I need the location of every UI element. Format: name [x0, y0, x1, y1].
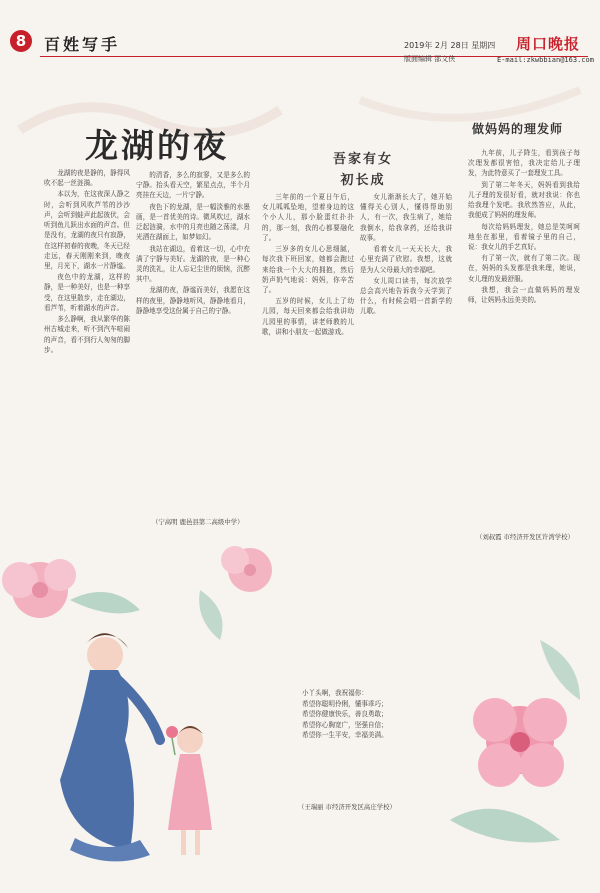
paragraph: 看着女儿一天天长大，我心里充满了欣慰。我想，这就是为人父母最大的幸福吧。 [360, 245, 452, 274]
contact-email: E-mail:zkwbbian@163.com [497, 56, 594, 64]
paragraph: 龙湖的夜是静的，静得风吹不起一丝涟漪。 [44, 169, 130, 188]
paragraph: 有了第一次，就有了第二次。现在，妈妈的头发都是我来理，她说，女儿理的发最舒服。 [468, 254, 580, 283]
poem-line: 小丫头啊，我祝福你： [302, 689, 368, 697]
editors-line: 版面编辑 邵文侠 [404, 55, 456, 63]
paragraph: 女儿周口读书，每次放学总会高兴地告诉我今天学到了什么，有时候会唱一首新学的儿歌。 [360, 276, 452, 316]
paragraph: 本以为，在这夜深人静之时，会听到风吹芦苇的沙沙声，会听到蛙声此起彼伏，会听到鱼儿跃出水面的声音。但是没有，龙湖的夜只有寂静，在这样初春的夜晚，冬天已经走远，春天刚刚来到，晚夜里，月光下，湖水一片静谧。 [44, 190, 130, 270]
poem-line: 希望你聪明伶俐，懂事乖巧； [302, 699, 388, 708]
paragraph: 三年前的一个夏日午后，女儿呱呱坠地，望着身边的这个小人儿，那小脸蛋红扑扑的，那一刻，我的心都要融化了。 [262, 193, 354, 242]
paragraph: 夜色中的龙湖，这样的静，是一种美好，也是一种享受，在这里散步，走在湖边，看芦苇，听着湖水的声音。 [44, 273, 130, 312]
article3-title: 做妈妈的理发师 [472, 122, 564, 136]
paragraph: 每次给妈妈理发，她总是笑呵呵地坐在那里，看着镜子里的自己，说：我女儿的手艺真好。 [468, 222, 580, 251]
page-number-badge: 8 [10, 30, 32, 52]
paragraph: 女儿渐渐长大了，她开始懂得关心别人，懂得帮助别人，有一次，我生病了，她给我倒水，给我拿药，还给我讲故事。 [360, 193, 452, 242]
paragraph: 三岁多的女儿心思细腻，每次我下班回家，她都会跑过来给我一个大大的拥抱，然后奶声奶气地说：妈妈，你辛苦了。 [262, 245, 354, 294]
paragraph: 的清香，多么的寂寥，又是多么的宁静。抬头看天空，繁星点点，半个月亮挂在天边，一片宁静。 [136, 171, 250, 200]
flower-icon [2, 559, 76, 618]
poem-line: 希望你一生平安，幸福美满。 [302, 731, 388, 740]
poem-line: 希望你健康快乐，善良勇敢； [302, 710, 388, 719]
paragraph: 五岁的时候，女儿上了幼儿园，每天回来都会给我讲幼儿园里的事情，讲老师教的儿歌，讲和小朋友一起做游戏。 [262, 297, 354, 336]
paragraph: 我站在湖边，看着这一切，心中充满了宁静与美好。龙湖的夜，是一种心灵的洗礼，让人忘记尘世的烦恼，沉醉其中。 [136, 244, 250, 284]
article-title-longhu-night: 龙湖的夜 [85, 126, 229, 165]
article2-title [304, 150, 422, 192]
article2-title-line2: 初长成 [340, 172, 386, 188]
article2-column-2 [360, 192, 452, 732]
paragraph: 九年前，儿子降生，看到孩子每次理发都很害怕，我决定给儿子理发，为此特意买了一套理发工具。 [468, 149, 580, 178]
issue-date: 2019年 2月 28日 星期四 [404, 41, 496, 50]
article3-byline: （刘叔霞 市经济开发区许湾学校） [476, 533, 574, 541]
article1-column-2 [136, 170, 250, 530]
article1-column-1 [44, 168, 130, 530]
article1-byline: （宁高明 鹿邑县第二高级中学） [152, 518, 244, 526]
flower-decoration-right [440, 620, 600, 893]
paragraph: 夜色下的龙湖，是一幅淡雅的水墨画，是一首优美的诗。微风吹过，湖水泛起涟漪，水中的月亮也随之荡漾，月光洒在湖面上，如梦如幻。 [136, 202, 250, 242]
mother-daughter-illustration [0, 540, 300, 893]
daughter-figure [166, 726, 212, 855]
paragraph: 多么静啊，我从繁华的陈州古城走来，听不到汽车喧闹的声音，看不到行人匆匆的脚步。 [44, 315, 130, 354]
section-title: 百姓写手 [44, 35, 121, 54]
paragraph: 龙湖的夜，静谧而美好，我愿在这样的夜里，静静地听风，静静地看月，静静地享受这份属于自己的宁静。 [136, 286, 250, 315]
newspaper-logo: 周口晚报 [516, 35, 581, 53]
paragraph: 我想，我会一直做妈妈的理发师，让妈妈永远美美的。 [468, 285, 580, 305]
poem-line: 希望你心胸宽广，坚强自信； [302, 720, 388, 729]
mother-figure [60, 633, 160, 861]
article3-column [468, 148, 580, 548]
page-header [0, 0, 600, 70]
paragraph: 到了第二年冬天，妈妈看到我给儿子理的发很好看，就对我说：你也给我理个发吧。我欣然答应，从此，我便成了妈妈的理发师。 [468, 180, 580, 220]
article2-poem [302, 688, 432, 741]
article2-title-line1: 吾家有女 [332, 152, 393, 167]
flower-icon [473, 698, 567, 787]
article2-byline: （王瑞丽 市经济开发区高庄学校） [298, 803, 396, 811]
